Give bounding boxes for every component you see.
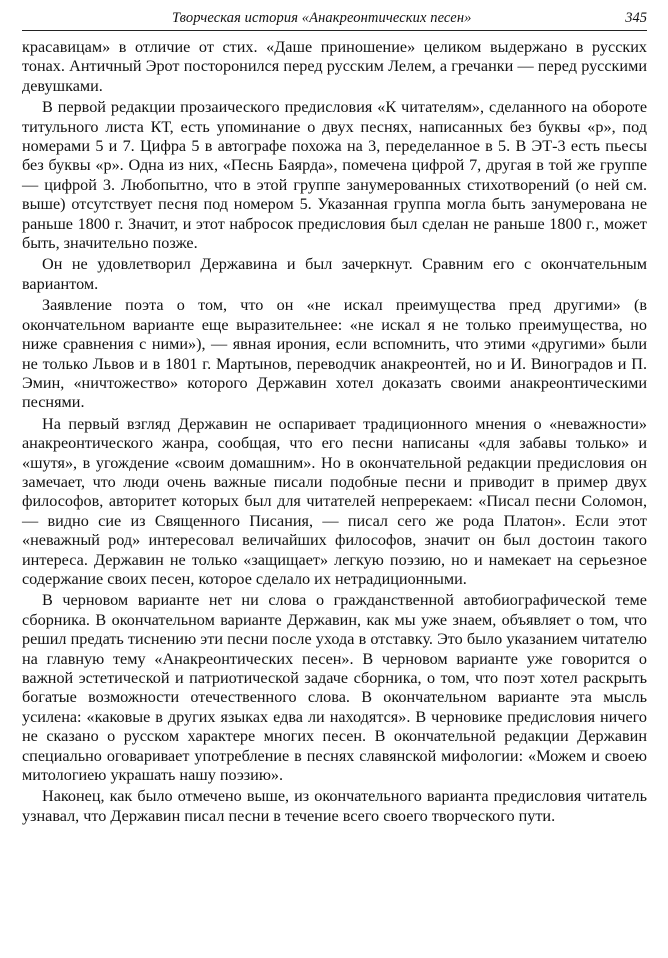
page-number: 345	[625, 10, 647, 26]
running-header	[22, 8, 647, 31]
book-page	[22, 8, 647, 828]
paragraph: Заявление поэта о том, что он «не искал преимущества пред другими» (в окончательном варианте еще выразительнее: «не искал я не только преимущества, но ниже сравнения с ними»), — явная ирония, если вспомнить, что этими «другими» были не только Львов и в 1801 г. Мартынов, переводчик анакреонтей, но и И. Виноградов и П. Эмин, «ничтожество» которого Державин хотел доказать своими анакреонтическими песнями.	[22, 296, 647, 412]
paragraph: Он не удовлетворил Державина и был зачеркнут. Сравним его с окончательным вариантом.	[22, 255, 647, 293]
paragraph-continuation: красавицам» в отличие от стих. «Даше приношение» целиком выдержано в русских тонах. Античный Эрот посторонился перед русским Лелем, а гречанки — перед русскими девушками.	[22, 38, 647, 95]
paragraph: Наконец, как было отмечено выше, из окончательного варианта предисловия читатель узнавал, что Державин писал песни в течение всего своего творческого пути.	[22, 787, 647, 825]
body-text	[22, 38, 647, 826]
paragraph: В черновом варианте нет ни слова о гражданственной автобиографической теме сборника. В окончательном варианте Державин, как мы уже знаем, объявляет о том, что решил предать тиснению эти песни после ухода в отставку. Это было указанием читателю на главную тему «Анакреонтических песен». В черновом варианте уже говорится о важной эстетической и патриотической задаче сборника, о том, что поэт хотел раскрыть богатые возможности отечественного слова. В окончательном варианте эта мысль усилена: «каковые в других языках едва ли находятся». В черновике предисловия ничего не сказано о русском характере многих песен. В окончательной редакции Державин специально оговаривает употребление в песнях славянской мифологии: «Можем и своею митологиею украшать нашу поэзию».	[22, 591, 647, 785]
paragraph: В первой редакции прозаического предисловия «К читателям», сделанного на обороте титульного листа КТ, есть упоминание о двух песнях, написанных без буквы «р», под номерами 5 и 7. Цифра 5 в автографе похожа на 3, переделанное в 5. В ЭТ-3 есть пьесы без буквы «р». Одна из них, «Песнь Баярда», помечена цифрой 7, другая в той же группе — цифрой 3. Любопытно, что в этой группе занумерованных стихотворений (о ней см. выше) отсутствует песня под номером 5. Указанная группа могла быть занумерована не раньше 1800 г. Значит, и этот набросок предисловия был сделан не раньше 1800 г., может быть, значительно позже.	[22, 98, 647, 253]
running-title: Творческая история «Анакреонтических песен»	[172, 10, 472, 26]
paragraph: На первый взгляд Державин не оспаривает традиционного мнения о «неважности» анакреонтического жанра, сообщая, что его песни написаны «для забавы только» и «шутя», в угождение «своим домашним». Но в окончательной редакции предисловия он замечает, что люди очень важные писали подобные песни и приводит в пример двух философов, авторитет которых был для читателей непререкаем: «Писал песни Соломон, — видно сие из Священного Писания, — писал сего же рода Платон». Если этот «неважный род» интересовал величайших философов, значит он был достоин такого интереса. Державин не только «защищает» легкую поэзию, но и намекает на серьезное содержание своих песен, которое сделало их нетрадиционными.	[22, 414, 647, 588]
